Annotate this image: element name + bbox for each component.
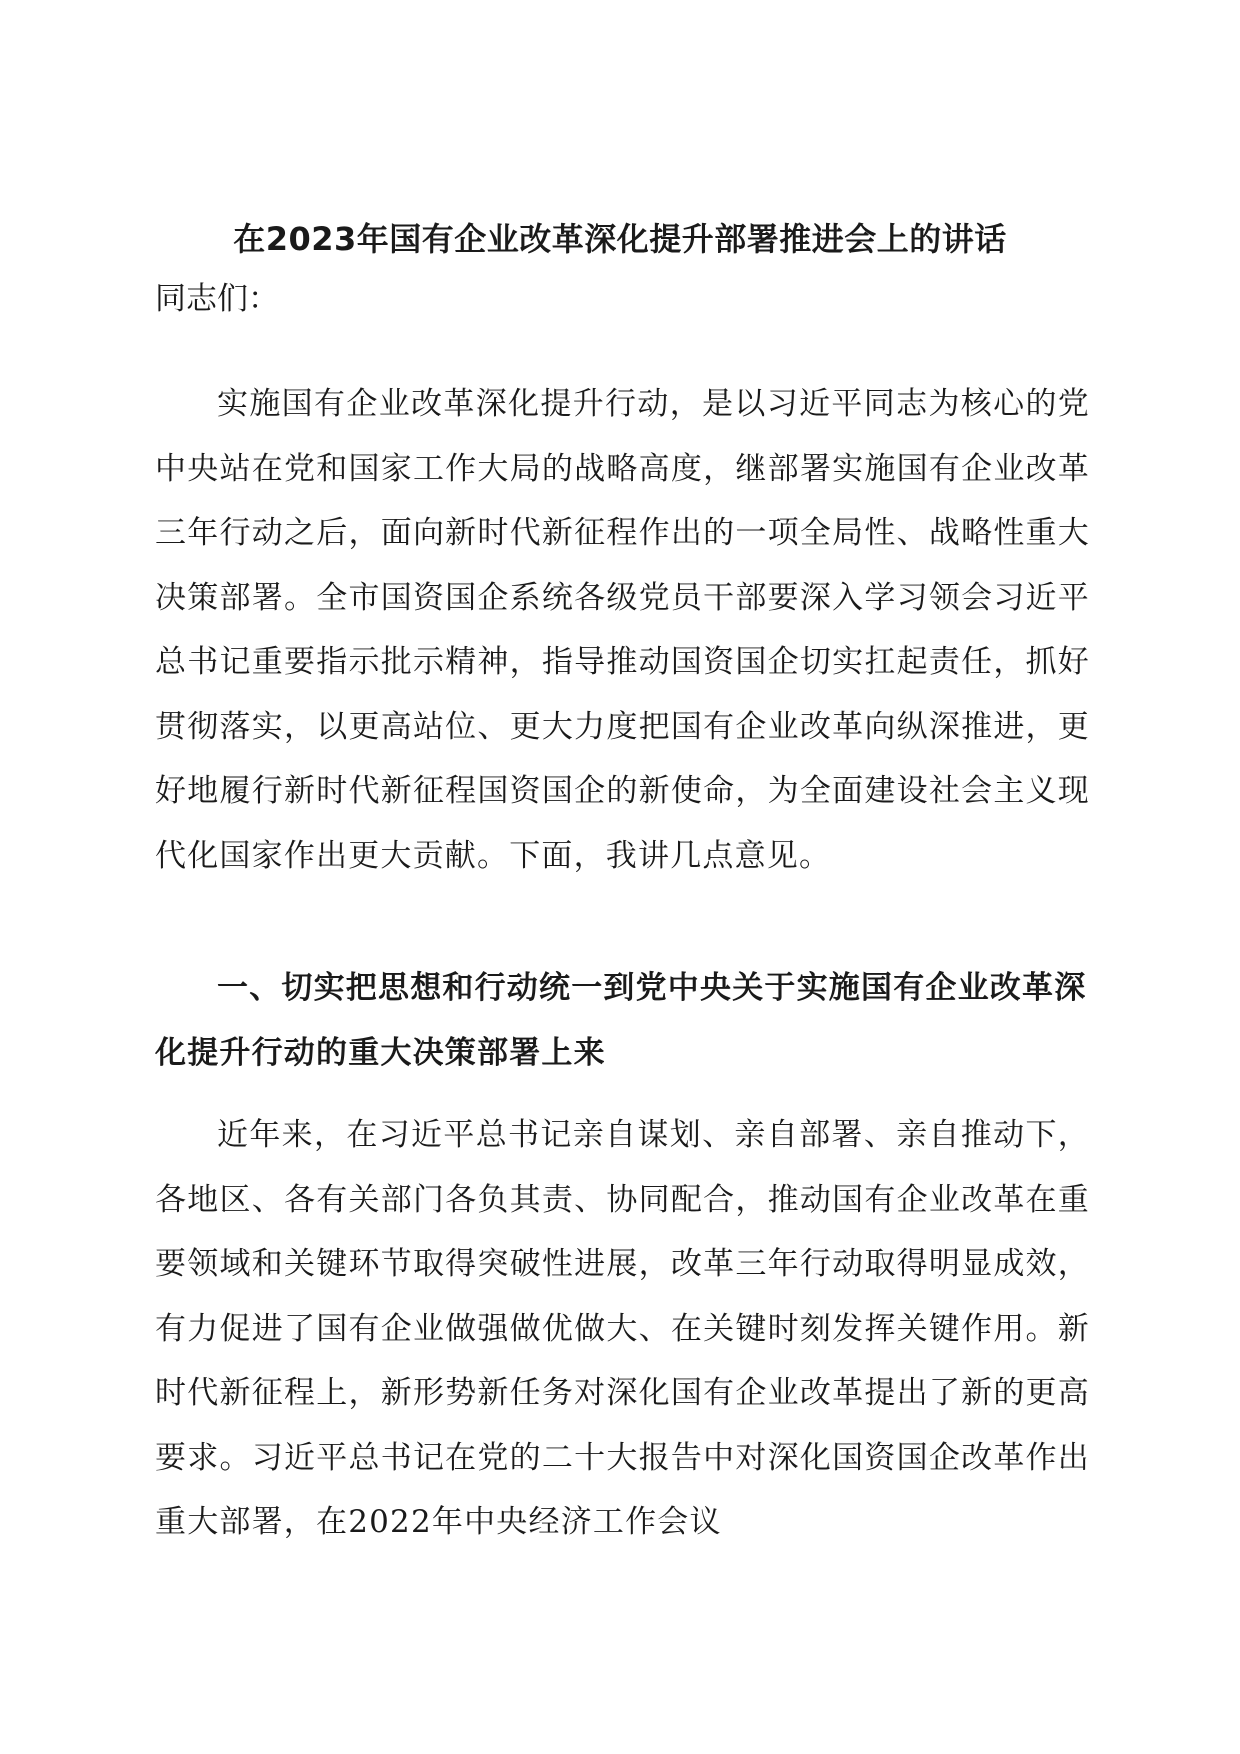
paragraph-section-1: 近年来，在习近平总书记亲自谋划、亲自部署、亲自推动下，各地区、各有关部门各负其责、协同配合，推动国有企业改革在重要领域和关键环节取得突破性进展，改革三年行动取得明显成效，有力促进了国有企业做强做优做大、在关键时刻发挥关键作用。新时代新征程上，新形势新任务对深化国有企业改革提出了新的更高要求。习近平总书记在党的二十大报告中对深化国资国企改革作出重大部署，在2022年中央经济工作会议: [155, 1117, 1090, 1540]
paragraph-intro: 实施国有企业改革深化提升行动，是以习近平同志为核心的党中央站在党和国家工作大局的战略高度，继部署实施国有企业改革三年行动之后，面向新时代新征程作出的一项全局性、战略性重大决策部署。全市国资国企系统各级党员干部要深入学习领会习近平总书记重要指示批示精神，指导推动国资国企切实扛起责任，抓好贯彻落实，以更高站位、更大力度把国有企业改革向纵深推进，更好地履行新时代新征程国资国企的新使命，为全面建设社会主义现代化国家作出更大贡献。下面，我讲几点意见。: [155, 386, 1090, 874]
salutation: 同志们：: [155, 281, 279, 317]
section-heading-1: 一、切实把思想和行动统一到党中央关于实施国有企业改革深化提升行动的重大决策部署上来: [155, 970, 1087, 1071]
document-title: 在2023年国有企业改革深化提升部署推进会上的讲话: [233, 220, 1007, 258]
